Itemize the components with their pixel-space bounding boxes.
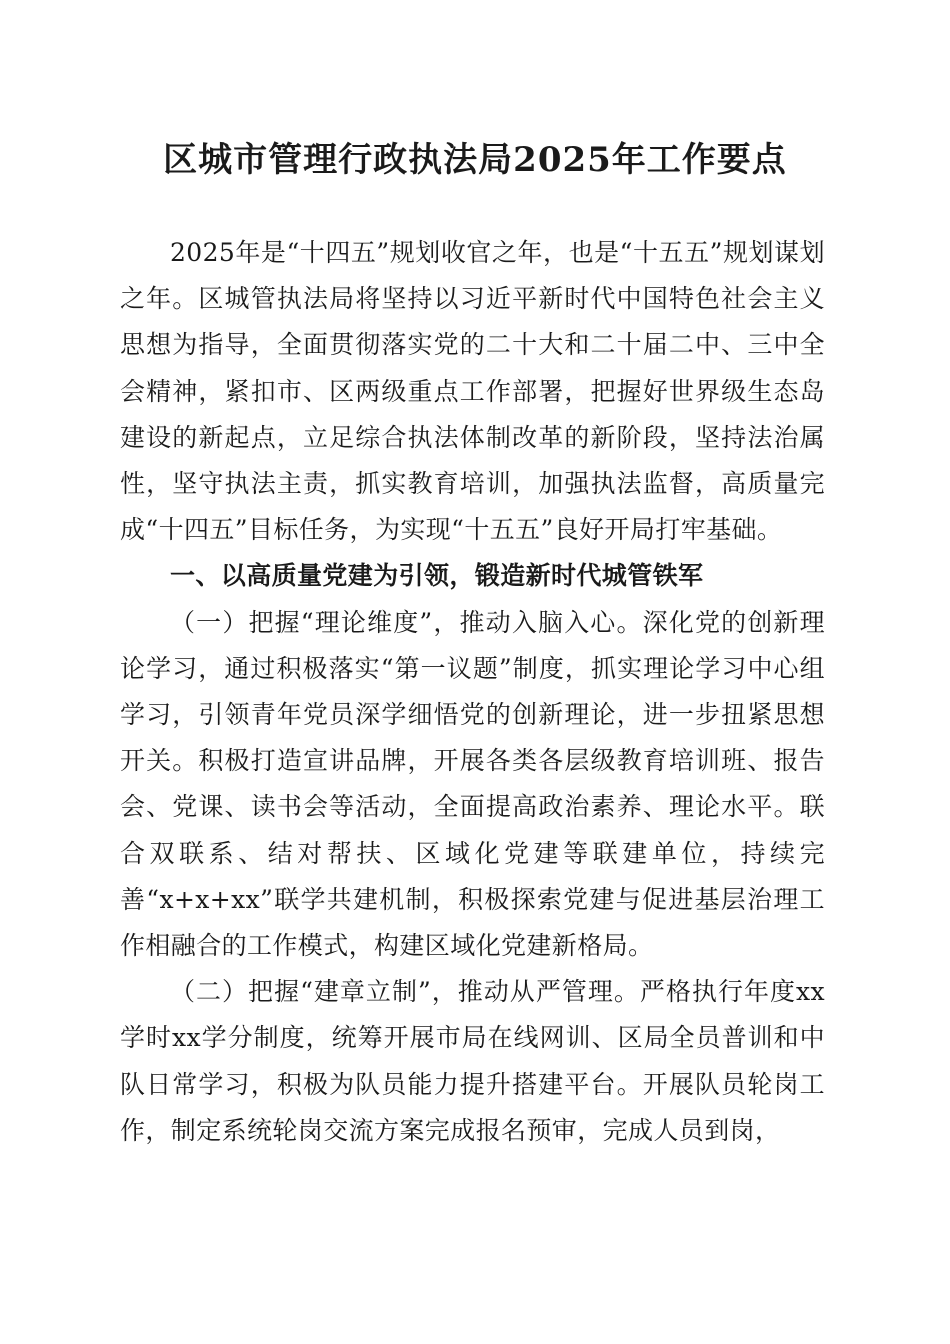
document-title: 区城市管理行政执法局2025年工作要点 — [163, 140, 787, 180]
document-body — [120, 230, 825, 1154]
section-heading: 一、以高质量党建为引领，锻造新时代城管铁军 — [170, 561, 704, 591]
section-item-paragraph: （一）把握“理论维度”，推动入脑入心。深化党的创新理论学习，通过积极落实“第一议题”制度，抓实理论学习中心组学习，引领青年党员深学细悟党的创新理论，进一步扭紧思想开关。积极打造宣讲品牌，开展各类各层级教育培训班、报告会、党课、读书会等活动，全面提高政治素养、理论水平。联合双联系、结对帮扶、区域化党建等联建单位，持续完善“x+x+xx”联学共建机制，积极探索党建与促进基层治理工作相融合的工作模式，构建区域化党建新格局。 — [120, 607, 825, 961]
intro-paragraph: 2025年是“十四五”规划收官之年，也是“十五五”规划谋划之年。区城管执法局将坚持以习近平新时代中国特色社会主义思想为指导，全面贯彻落实党的二十大和二十届二中、三中全会精神，紧扣市、区两级重点工作部署，把握好世界级生态岛建设的新起点，立足综合执法体制改革的新阶段，坚持法治属性，坚守执法主责，抓实教育培训，加强执法监督，高质量完成“十四五”目标任务，为实现“十五五”良好开局打牢基础。 — [120, 238, 825, 545]
section-item-paragraph: （二）把握“建章立制”，推动从严管理。严格执行年度xx学时xx学分制度，统筹开展市局在线网训、区局全员普训和中队日常学习，积极为队员能力提升搭建平台。开展队员轮岗工作，制定系统轮岗交流方案完成报名预审，完成人员到岗， — [120, 977, 825, 1145]
